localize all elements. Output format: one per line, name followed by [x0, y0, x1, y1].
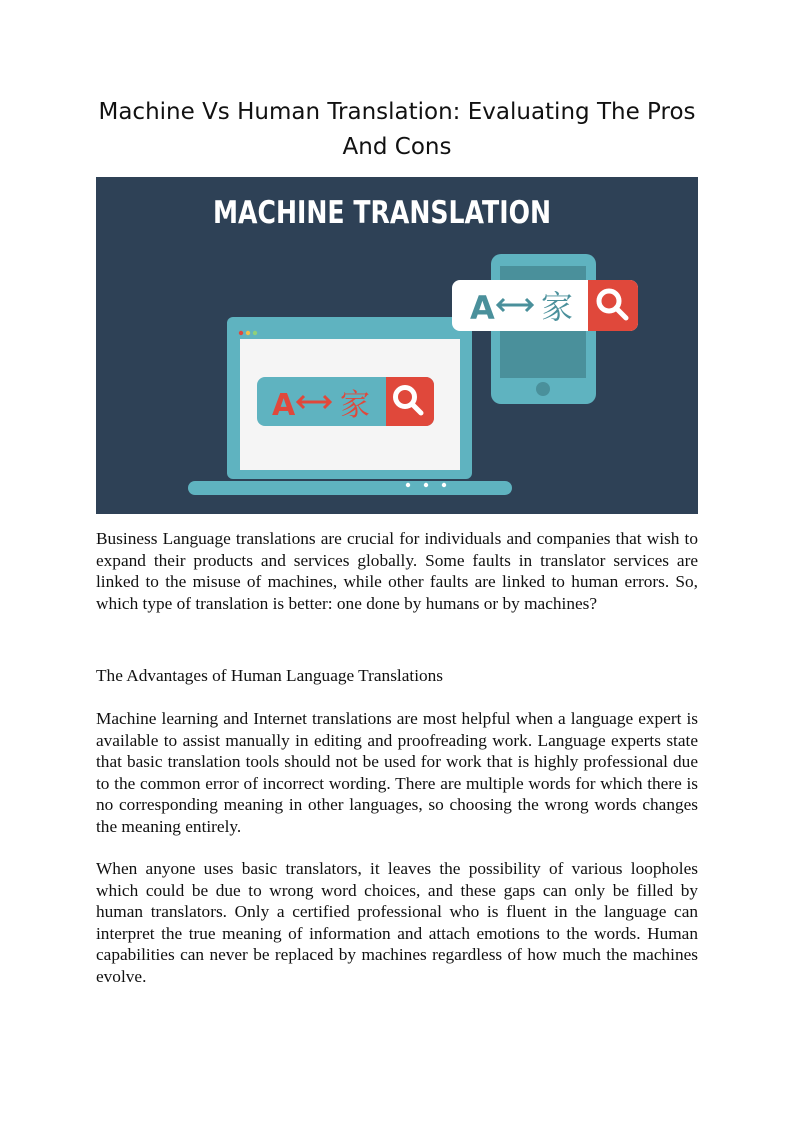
- section-heading: The Advantages of Human Language Translations: [96, 666, 443, 685]
- target-glyph: 家: [541, 288, 574, 326]
- target-glyph: 家: [340, 388, 370, 423]
- page-title: Machine Vs Human Translation: Evaluating The Pros And Cons: [98, 99, 696, 160]
- advantages-paragraph-2: When anyone uses basic translators, it leaves the possibility of various loopholes which could be due to wrong word choices, and these gaps can only be filled by human translators. Only a certified professional who is fluent in the language can interpret the true meaning of information and attach emotions to the words. Human capabilities can never be replaced by machines regardless of how much the machines evolve.: [96, 859, 698, 986]
- source-letter: A: [470, 289, 495, 327]
- advantages-paragraph-1: Machine learning and Internet translations are most helpful when a language expert is available to assist manually in editing and proofreading work. Language experts state that basic translation tools should not be used for work that is highly professional due to the common error of incorrect wording. There are multiple words for which there is no corresponding meaning in other languages, so choosing the wrong words changes the meaning entirely.: [96, 709, 698, 836]
- hero-illustration: [96, 177, 698, 514]
- intro-paragraph: Business Language translations are crucial for individuals and companies that wish to expand their products and services globally. Some faults in translator services are linked to the misuse of machines, while other faults are linked to human errors. So, which type of translation is better: one done by humans or by machines?: [96, 529, 698, 613]
- hero-heading: MACHINE TRANSLATION: [213, 195, 551, 231]
- source-letter: A: [272, 388, 296, 423]
- translation-bar-phone: [452, 280, 638, 331]
- translation-bar-laptop: [257, 377, 434, 426]
